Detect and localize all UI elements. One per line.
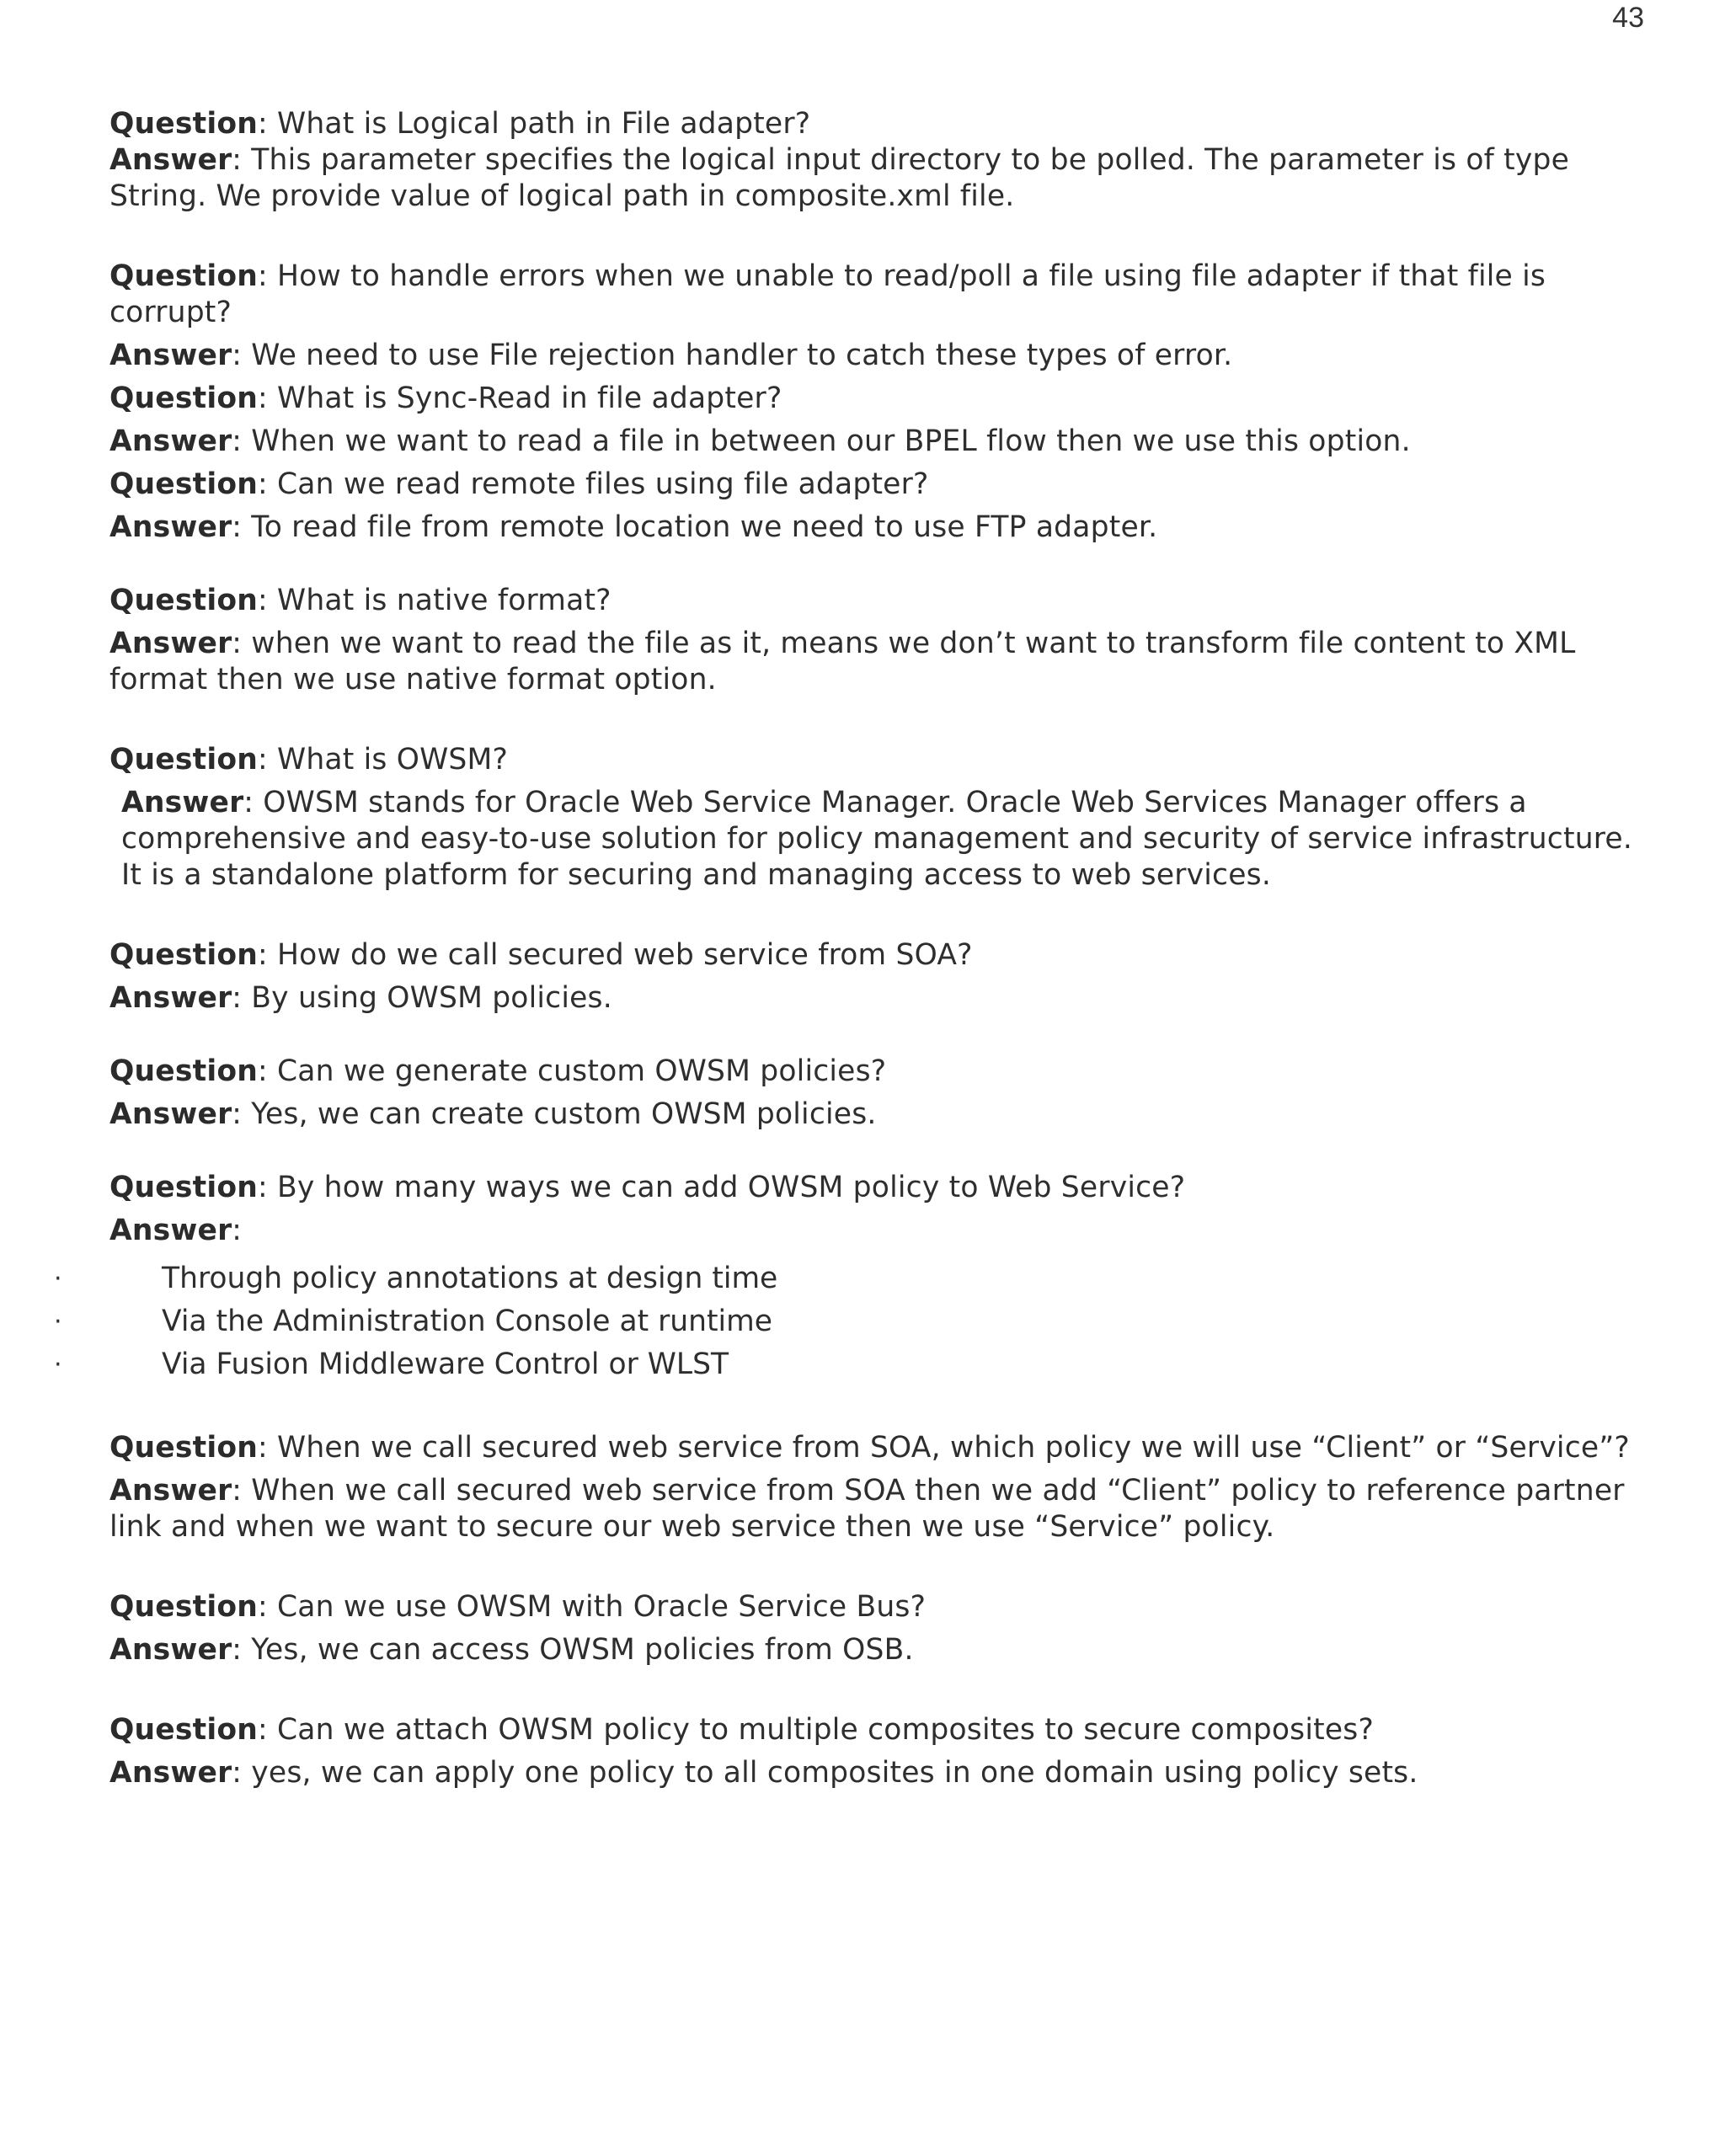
answer-label: Answer bbox=[109, 1633, 232, 1667]
answer bbox=[109, 338, 1634, 374]
question-label: Question bbox=[109, 1713, 259, 1747]
question-text: : How to handle errors when we unable to read/poll a file using file adapter if that file is corrupt? bbox=[109, 259, 1546, 329]
list-item-text: Through policy annotations at design time bbox=[162, 1262, 778, 1295]
question-label: Question bbox=[109, 1590, 259, 1624]
answer-label: Answer bbox=[109, 1214, 232, 1247]
question-label: Question bbox=[109, 584, 259, 617]
question-text: : Can we generate custom OWSM policies? bbox=[258, 1054, 887, 1088]
list-item bbox=[54, 1343, 1634, 1386]
list-item-text: Via the Administration Console at runtime bbox=[162, 1305, 772, 1338]
answer-label: Answer bbox=[109, 627, 232, 660]
question bbox=[109, 259, 1634, 331]
question bbox=[109, 583, 1634, 619]
question-text: : Can we attach OWSM policy to multiple composites to secure composites? bbox=[258, 1713, 1374, 1747]
answer bbox=[109, 1632, 1634, 1668]
answer-text: : This parameter specifies the logical input directory to be polled. The parameter is of type String. We provide value of logical path in composite.xml file. bbox=[109, 143, 1570, 213]
answer bbox=[109, 626, 1634, 698]
bullet-icon: · bbox=[54, 1307, 62, 1337]
question bbox=[109, 1589, 1634, 1625]
answer bbox=[109, 510, 1634, 546]
question bbox=[109, 106, 1634, 142]
question bbox=[109, 1712, 1634, 1748]
answer-text: : To read file from remote location we need to use FTP adapter. bbox=[232, 510, 1158, 544]
answer bbox=[109, 785, 1634, 894]
answer bbox=[109, 1097, 1634, 1133]
question bbox=[109, 937, 1634, 974]
question bbox=[109, 381, 1634, 417]
answer-text: : bbox=[232, 1214, 243, 1247]
answer bbox=[109, 1473, 1634, 1545]
answer-label: Answer bbox=[109, 143, 232, 177]
question-label: Question bbox=[109, 1054, 259, 1088]
answer-text: : When we want to read a file in between our BPEL flow then we use this option. bbox=[232, 424, 1411, 458]
question-label: Question bbox=[109, 1171, 259, 1204]
question-label: Question bbox=[109, 259, 259, 293]
bullet-list bbox=[54, 1257, 1634, 1386]
question bbox=[109, 1430, 1634, 1466]
answer-text: : when we want to read the file as it, means we don’t want to transform file content to XML format then we use native format option. bbox=[109, 627, 1576, 696]
question bbox=[109, 742, 1634, 778]
question-label: Question bbox=[109, 467, 259, 501]
question-label: Question bbox=[109, 938, 259, 972]
answer bbox=[109, 142, 1634, 215]
question-label: Question bbox=[109, 1431, 259, 1465]
answer bbox=[109, 424, 1634, 460]
answer-label: Answer bbox=[109, 1097, 232, 1131]
answer-label: Answer bbox=[109, 510, 232, 544]
answer-text: : We need to use File rejection handler to catch these types of error. bbox=[232, 339, 1233, 372]
answer bbox=[109, 980, 1634, 1017]
answer-text: : By using OWSM policies. bbox=[232, 981, 612, 1015]
question-text: : What is Sync-Read in file adapter? bbox=[258, 382, 782, 415]
question bbox=[109, 1170, 1634, 1206]
answer-text: : Yes, we can access OWSM policies from OSB. bbox=[232, 1633, 914, 1667]
question-text: : What is Logical path in File adapter? bbox=[258, 107, 811, 141]
answer bbox=[109, 1755, 1634, 1791]
answer bbox=[109, 1213, 1634, 1249]
question-label: Question bbox=[109, 107, 259, 141]
page-number: 43 bbox=[1612, 2, 1644, 34]
answer-label: Answer bbox=[109, 339, 232, 372]
question bbox=[109, 1054, 1634, 1090]
answer-label: Answer bbox=[109, 981, 232, 1015]
answer-label: Answer bbox=[109, 1474, 232, 1508]
question-text: : Can we use OWSM with Oracle Service Bus? bbox=[258, 1590, 927, 1624]
question-text: : What is native format? bbox=[258, 584, 611, 617]
question-text: : By how many ways we can add OWSM policy to Web Service? bbox=[258, 1171, 1186, 1204]
list-item bbox=[54, 1300, 1634, 1343]
list-item bbox=[54, 1257, 1634, 1300]
bullet-icon: · bbox=[54, 1264, 62, 1294]
answer-label: Answer bbox=[109, 424, 232, 458]
answer-text: : yes, we can apply one policy to all composites in one domain using policy sets. bbox=[232, 1756, 1418, 1790]
question bbox=[109, 467, 1634, 503]
answer-text: : When we call secured web service from SOA then we add “Client” policy to reference partner link and when we want to secure our web service then we use “Service” policy. bbox=[109, 1474, 1625, 1544]
question-label: Question bbox=[109, 743, 259, 776]
bullet-icon: · bbox=[54, 1350, 62, 1380]
answer-text: : OWSM stands for Oracle Web Service Manager. Oracle Web Services Manager offers a comprehensive and easy-to-use solution for policy management and security of service infrastructure. It is a standalone platform for securing and managing access to web services. bbox=[121, 786, 1632, 892]
question-text: : What is OWSM? bbox=[258, 743, 508, 776]
document-body bbox=[54, 106, 1634, 1791]
question-text: : Can we read remote files using file adapter? bbox=[258, 467, 929, 501]
answer-text: : Yes, we can create custom OWSM policies. bbox=[232, 1097, 877, 1131]
question-text: : When we call secured web service from SOA, which policy we will use “Client” or “Service”? bbox=[258, 1431, 1630, 1465]
answer-label: Answer bbox=[109, 1756, 232, 1790]
answer-label: Answer bbox=[121, 786, 244, 819]
list-item-text: Via Fusion Middleware Control or WLST bbox=[162, 1348, 729, 1381]
question-text: : How do we call secured web service from SOA? bbox=[258, 938, 973, 972]
question-label: Question bbox=[109, 382, 259, 415]
